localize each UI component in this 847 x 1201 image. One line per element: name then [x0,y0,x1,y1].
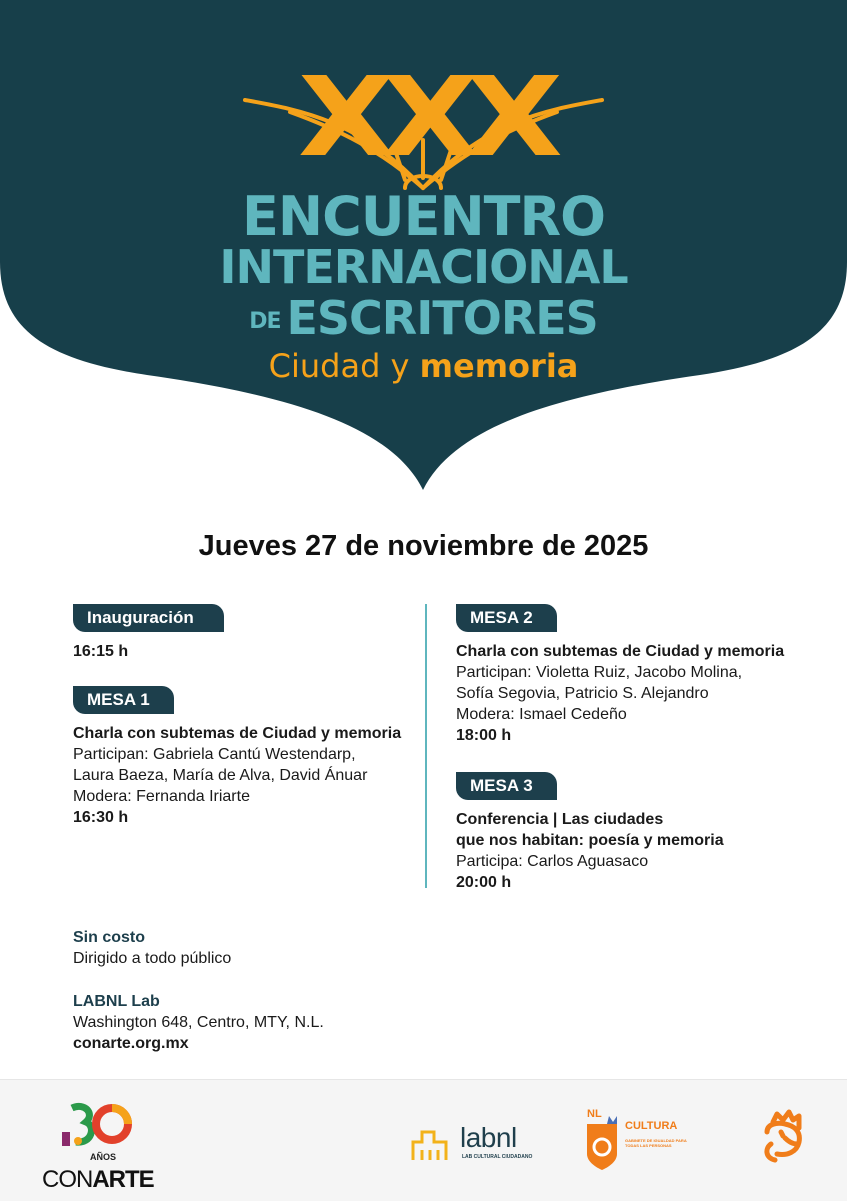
labnl-building-icon [410,1124,450,1162]
mesa2-participants-2: Sofía Segovia, Patricio S. Alejandro [456,685,709,702]
mesa1-tag: MESA 1 [73,686,174,714]
mesa1-moderator: Modera: Fernanda Iriarte [73,788,250,805]
conarte-con: CON [42,1166,93,1193]
program-right-column [456,604,816,911]
inauguration-tag: Inauguración [73,604,224,632]
mesa1-participants-2: Laura Baeza, María de Alva, David Ánuar [73,767,368,784]
mesa2-moderator: Modera: Ismael Cedeño [456,706,627,723]
mesa2-block [456,604,816,746]
event-date: Jueves 27 de noviembre de 2025 [198,530,649,562]
mesa1-title: Charla con subtemas de Ciudad y memoria [73,725,402,742]
roman-numeral-title: XXX [297,53,550,181]
subtitle-regular: Ciudad y [268,347,410,385]
cultura-prefix: NL [587,1108,602,1120]
subtitle-bold: memoria [419,347,579,385]
conarte-arte: ARTE [92,1166,154,1193]
labnl-name: labnl [460,1122,517,1153]
mesa1-block [73,686,413,828]
mesa1-time: 16:30 h [73,809,129,826]
mesa2-time: 18:00 h [456,727,512,744]
lion-emblem-icon [755,1108,815,1168]
website-link[interactable]: conarte.org.mx [73,1035,189,1052]
title-line-2: INTERNACIONAL [219,240,628,294]
mesa2-tag: MESA 2 [456,604,557,632]
title-line-1: ENCUENTRO [242,185,605,248]
title-line-3-main: ESCRITORES [286,291,598,345]
program-left-column [73,604,413,846]
mesa3-block [456,772,816,893]
inauguration-block [73,604,413,662]
cost-title: Sin costo [73,929,146,946]
mesa2-participants-1: Participan: Violetta Ruiz, Jacobo Molina, [456,664,743,681]
audience-text: Dirigido a todo público [73,950,232,967]
inauguration-time: 16:15 h [73,643,129,660]
labnl-tagline: LAB CULTURAL CIUDADANO [462,1154,533,1160]
nl-cultura-logo [585,1108,705,1178]
title-line-3 [0,291,847,345]
nl-shield-icon [585,1114,619,1170]
event-subtitle [0,347,847,385]
thirty-years-icon [40,1100,170,1160]
sponsor-footer [0,1079,847,1201]
conarte-years-label: AÑOS [90,1152,117,1162]
venue-title: LABNL Lab [73,993,160,1010]
mesa3-title-2: que nos habitan: poesía y memoria [456,832,724,849]
labnl-logo [410,1120,540,1170]
event-info [73,927,324,1054]
mesa1-participants-1: Participan: Gabriela Cantú Westendarp, [73,746,356,763]
mesa2-title: Charla con subtemas de Ciudad y memoria [456,643,785,660]
mesa3-title-1: Conferencia | Las ciudades [456,811,664,828]
conarte-logo [40,1100,170,1193]
venue-address: Washington 648, Centro, MTY, N.L. [73,1014,324,1031]
mesa3-time: 20:00 h [456,874,512,891]
column-divider [425,604,427,888]
cultura-name: CULTURA [625,1120,678,1132]
event-logo [0,0,847,420]
conarte-wordmark [42,1166,154,1194]
mesa3-participant: Participa: Carlos Aguasaco [456,853,649,870]
title-line-3-prefix: DE [249,308,281,334]
mesa3-tag: MESA 3 [456,772,557,800]
cultura-tagline: GABINETE DE IGUALDAD PARA TODAS LAS PERSONAS [625,1138,687,1148]
